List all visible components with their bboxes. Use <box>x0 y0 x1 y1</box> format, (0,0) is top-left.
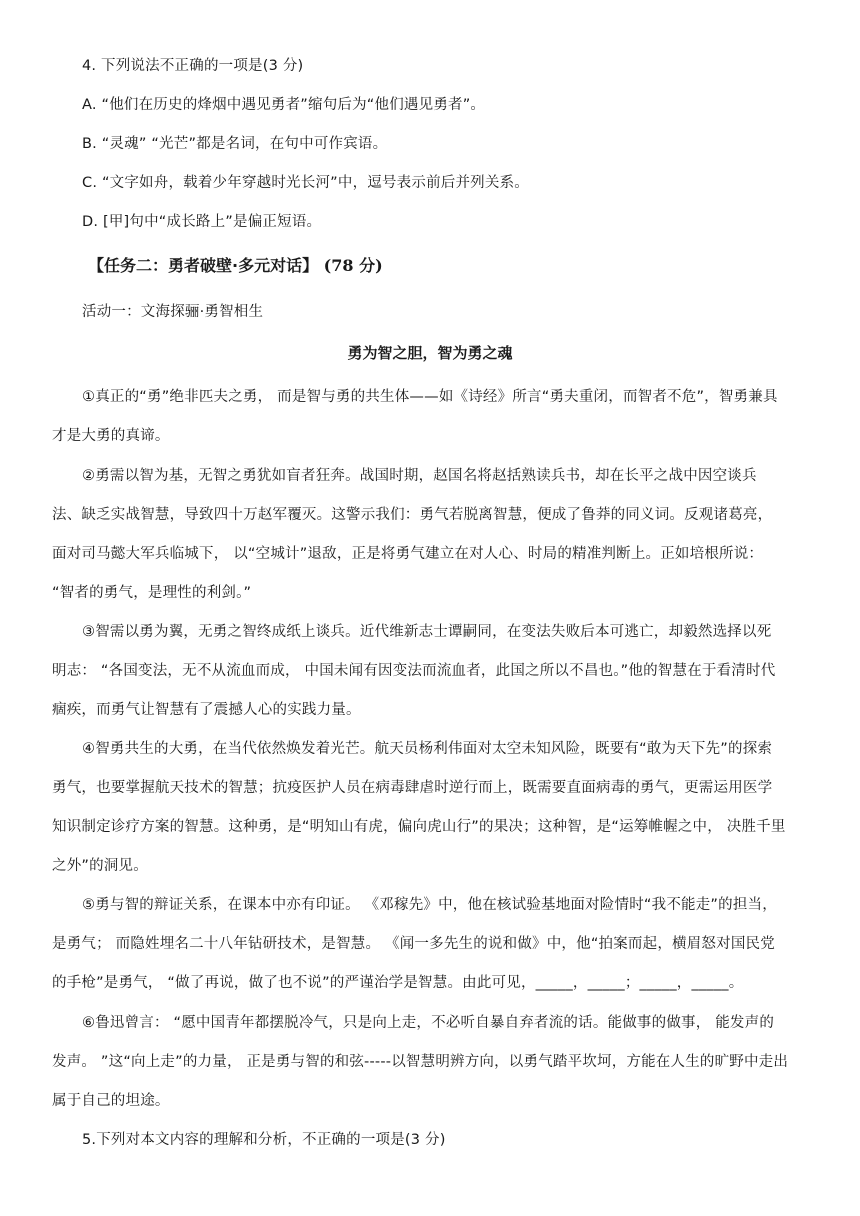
article-p5-line2: 是勇气； 而隐姓埋名二十八年钻研技术，是智慧。 《闻一多先生的说和做》中，他“拍案而起，横眉怒对国民党 <box>52 936 775 952</box>
article-p4-line3: 知识制定诊疗方案的智慧。这种勇，是“明知山有虎，偏向虎山行”的果决；这种智，是“运筹帷幄之中， 决胜千里 <box>52 819 786 835</box>
task-2-heading <box>88 255 383 277</box>
article-p5-line3: 的手枪”是勇气， “做了再说，做了也不说”的严谨治学是智慧。由此可见，_____，_____；_____，_____。 <box>52 975 744 991</box>
article-p4-line2: 勇气，也要掌握航天技术的智慧；抗疫医护人员在病毒肆虐时逆行而上，既需要直面病毒的勇气，更需运用医学 <box>52 780 773 796</box>
question-4-option-c: C. “文字如舟，载着少年穿越时光长河”中，逗号表示前后并列关系。 <box>82 175 529 191</box>
article-p5-line1: ⑤勇与智的辩证关系，在课本中亦有印证。 《邓稼先》中，他在核试验基地面对险情时“我不能走”的担当， <box>82 897 777 913</box>
article-p4-line4: 之外”的洞见。 <box>52 858 148 874</box>
article-p3-line3: 痼疾，而勇气让智慧有了震撼人心的实践力量。 <box>52 702 361 718</box>
article-p6-line1: ⑥鲁迅曾言： “愿中国青年都摆脱冷气，只是向上走，不必听自暴自弃者流的话。能做事的做事， 能发声的 <box>82 1015 775 1031</box>
task-2-title: 【任务二：勇者破壁·多元对话】 <box>88 256 319 275</box>
article-p2-line4: “智者的勇气，是理性的利剑。” <box>52 585 252 601</box>
question-5-stem: 5.下列对本文内容的理解和分析，不正确的一项是(3 分) <box>82 1132 446 1148</box>
article-p4-line1: ④智勇共生的大勇，在当代依然焕发着光芒。航天员杨利伟面对太空未知风险，既要有“敢为天下先”的探索 <box>82 741 773 757</box>
article-p6-line3: 属于自己的坦途。 <box>52 1093 170 1109</box>
article-p2-line3: 面对司马懿大军兵临城下， 以“空城计”退敌，正是将勇气建立在对人心、时局的精准判断上。正如培根所说： <box>52 546 764 562</box>
article-p2-line1: ②勇需以智为基，无智之勇犹如盲者狂奔。战国时期，赵国名将赵括熟读兵书，却在长平之战中因空谈兵 <box>82 468 757 484</box>
article-p1-line2: 才是大勇的真谛。 <box>52 428 170 444</box>
activity-1-label: 活动一：文海探骊·勇智相生 <box>82 304 264 320</box>
article-p2-line2: 法、缺乏实战智慧，导致四十万赵军覆灭。这警示我们：勇气若脱离智慧，便成了鲁莽的同义词。反观诸葛亮， <box>52 507 773 523</box>
task-2-score: (78 分) <box>323 256 383 275</box>
article-p3-line2: 明志： “各国变法，无不从流血而成， 中国未闻有因变法而流血者，此国之所以不昌也。”他的智慧在于看清时代 <box>52 663 776 679</box>
question-4-option-b: B. “灵魂” “光芒”都是名词，在句中可作宾语。 <box>82 136 388 152</box>
question-4-option-a: A. “他们在历史的烽烟中遇见勇者”缩句后为“他们遇见勇者”。 <box>82 97 486 113</box>
article-title: 勇为智之胆，智为勇之魂 <box>347 344 513 362</box>
article-p3-line1: ③智需以勇为翼，无勇之智终成纸上谈兵。近代维新志士谭嗣同，在变法失败后本可逃亡，却毅然选择以死 <box>82 624 772 640</box>
question-4-stem: 4. 下列说法不正确的一项是(3 分) <box>82 58 304 74</box>
article-p6-line2: 发声。 ”这“向上走”的力量， 正是勇与智的和弦-----以智慧明辨方向，以勇气踏平坎坷，方能在人生的旷野中走出 <box>52 1054 789 1070</box>
article-p1-line1: ①真正的“勇”绝非匹夫之勇， 而是智与勇的共生体——如《诗经》所言“勇夫重闭，而智者不危”，智勇兼具 <box>82 389 778 405</box>
question-4-option-d: D. [甲]句中“成长路上”是偏正短语。 <box>82 214 322 230</box>
